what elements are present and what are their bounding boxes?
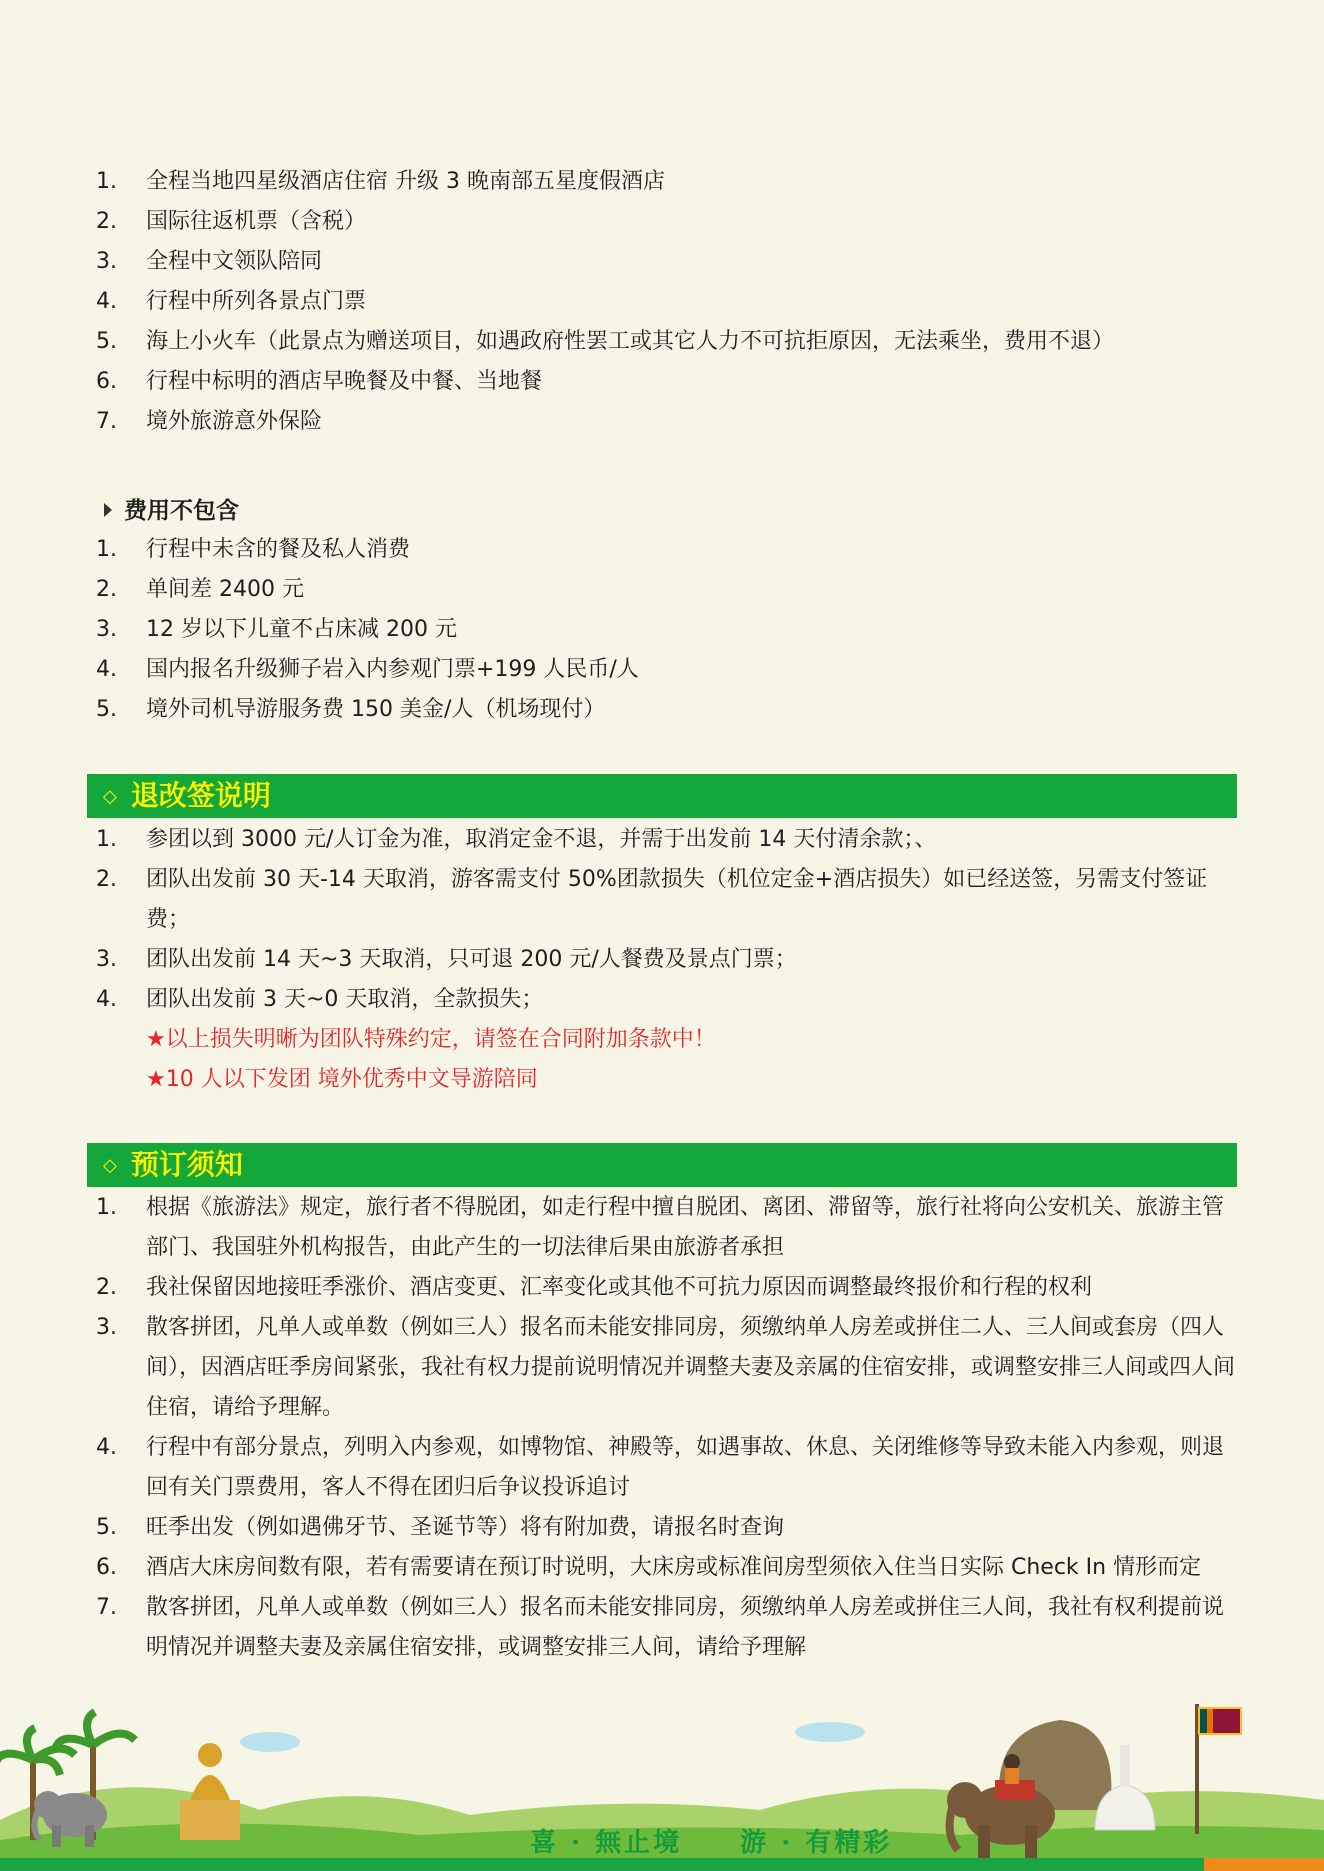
refund-note: ★10 人以下发团 境外优秀中文导游陪同 xyxy=(146,1067,538,1092)
list-item: 4. 国内报名升级狮子岩入内参观门票+199 人民币/人 xyxy=(96,657,639,682)
list-item: 7. 散客拼团，凡单人或单数（例如三人）报名而未能安排同房，须缴纳单人房差或拼住三人间，我社有权利提前说明情况并调整夫妻及亲属住宿安排，或调整安排三人间，请给予理解 xyxy=(96,1595,1225,1660)
list-item: 7. 境外旅游意外保险 xyxy=(96,409,323,434)
excluded-heading: 费用不包含 xyxy=(104,495,239,527)
list-item: 3. 团队出发前 14 天~3 天取消，只可退 200 元/人餐费及景点门票； xyxy=(96,947,797,972)
list-item: 4. 团队出发前 3 天~0 天取消，全款损失； xyxy=(96,987,544,1012)
list-item: 2. 国际往返机票（含税） xyxy=(96,209,367,234)
refund-section-header: ◇ 退改签说明 xyxy=(87,774,1237,818)
booking-list xyxy=(96,1188,1236,1668)
list-item: 2. 单间差 2400 元 xyxy=(96,577,304,602)
list-item: 3. 12 岁以下儿童不占床减 200 元 xyxy=(96,617,457,642)
diamond-icon: ◇ xyxy=(103,1155,117,1176)
list-item: 1. 行程中未含的餐及私人消费 xyxy=(96,537,411,562)
list-item: 6. 行程中标明的酒店早晚餐及中餐、当地餐 xyxy=(96,369,543,394)
refund-note: ★以上损失明晰为团队特殊约定，请签在合同附加条款中！ xyxy=(146,1027,716,1052)
booking-section-header: ◇ 预订须知 xyxy=(87,1143,1237,1187)
refund-list xyxy=(96,820,1236,1100)
included-list xyxy=(96,162,1236,442)
list-item: 6. 酒店大床房间数有限，若有需要请在预订时说明，大床房或标准间房型须依入住当日实际 Check In 情形而定 xyxy=(96,1555,1202,1580)
excluded-list xyxy=(96,530,1236,730)
diamond-icon: ◇ xyxy=(103,786,117,807)
bottom-stripe-accent xyxy=(1204,1858,1324,1871)
list-item: 1. 全程当地四星级酒店住宿 升级 3 晚南部五星度假酒店 xyxy=(96,169,665,194)
list-item: 4. 行程中有部分景点，列明入内参观，如博物馆、神殿等，如遇事故、休息、关闭维修等导致未能入内参观，则退回有关门票费用，客人不得在团归后争议投诉追讨 xyxy=(96,1435,1225,1500)
list-item: 5. 境外司机导游服务费 150 美金/人（机场现付） xyxy=(96,697,606,722)
list-item: 2. 我社保留因地接旺季涨价、酒店变更、汇率变化或其他不可抗力原因而调整最终报价和行程的权利 xyxy=(96,1275,1093,1300)
bottom-stripe xyxy=(0,1858,1324,1871)
list-item: 1. 参团以到 3000 元/人订金为准，取消定金不退，并需于出发前 14 天付清余款；、 xyxy=(96,827,937,852)
footer-slogan: 喜 · 無止境 游 · 有精彩 xyxy=(530,1828,893,1858)
list-item: 3. 全程中文领队陪同 xyxy=(96,249,323,274)
buddha-statue-icon xyxy=(180,1743,240,1840)
cloud-icon xyxy=(240,1722,865,1752)
caret-right-icon xyxy=(104,503,112,517)
list-item: 4. 行程中所列各景点门票 xyxy=(96,289,367,314)
list-item: 3. 散客拼团，凡单人或单数（例如三人）报名而未能安排同房，须缴纳单人房差或拼住二人、三人间或套房（四人间），因酒店旺季房间紧张，我社有权力提前说明情况并调整夫妻及亲属的住宿安排，或调整安排三人间或四人间住宿，请给予理解。 xyxy=(96,1315,1236,1420)
list-item: 1. 根据《旅游法》规定，旅行者不得脱团，如走行程中擅自脱团、离团、滞留等，旅行社将向公安机关、旅游主管部门、我国驻外机构报告，由此产生的一切法律后果由旅游者承担 xyxy=(96,1195,1225,1260)
list-item: 5. 旺季出发（例如遇佛牙节、圣诞节等）将有附加费，请报名时查询 xyxy=(96,1515,785,1540)
list-item: 2. 团队出发前 30 天-14 天取消，游客需支付 50%团款损失（机位定金+酒店损失）如已经送签，另需支付签证费； xyxy=(96,867,1208,932)
list-item: 5. 海上小火车（此景点为赠送项目，如遇政府性罢工或其它人力不可抗拒原因，无法乘坐，费用不退） xyxy=(96,329,1115,354)
